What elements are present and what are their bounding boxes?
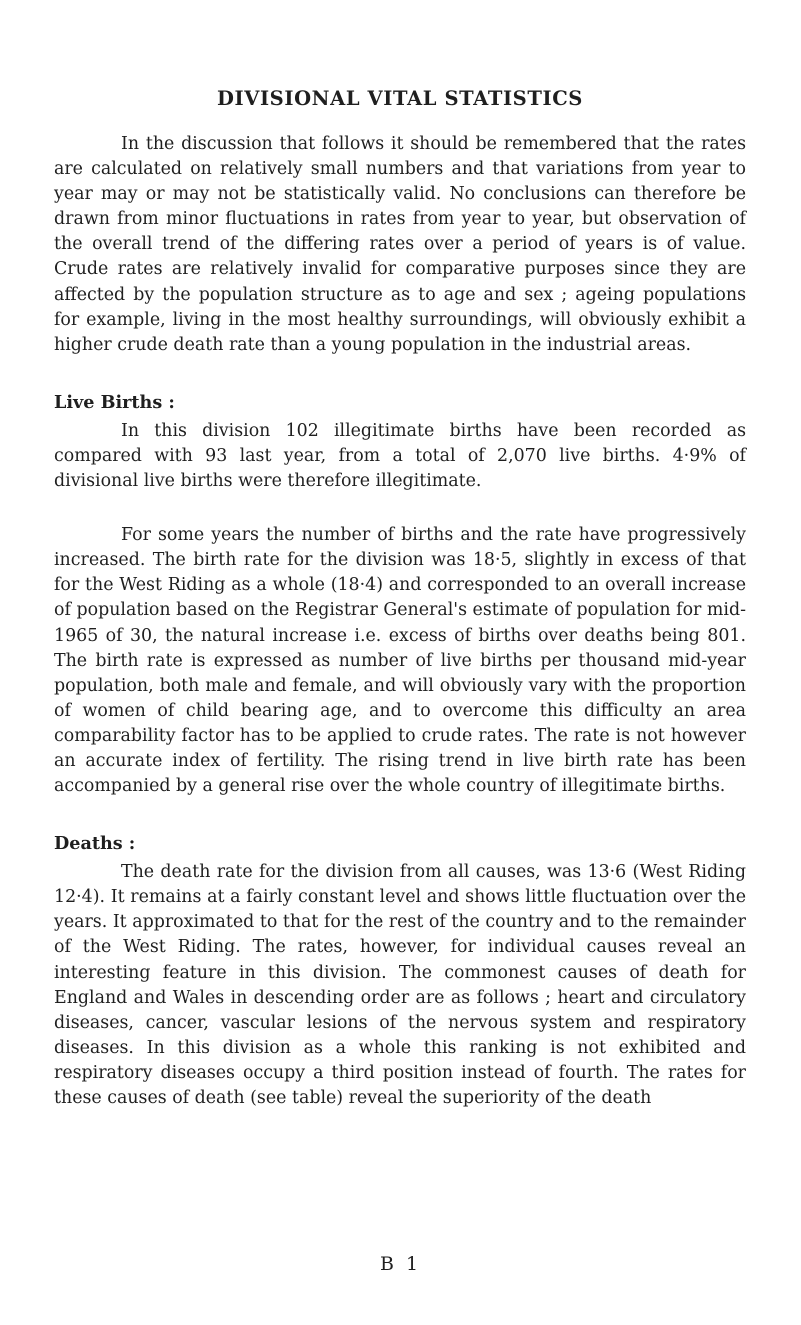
live-births-paragraph-2: For some years the number of births and the rate have progressively increased. The birth rate for the division was 18·5, slightly in excess of that for the West Riding as a whole (18·4) and corresponded to an overall increase of population based on the Registrar General's estimate of population for mid-1965 of 30, the natural increase i.e. excess of births over deaths being 801. The birth rate is expressed as number of live births per thousand mid-year population, both male and female, and will obviously vary with the proportion of women of child bearing age, and to overcome this difficulty an area comparability factor has to be applied to crude rates. The rate is not however an accurate index of fertility. The rising trend in live birth rate has been accompanied by a general rise over the whole country of illegitimate births. — [54, 525, 746, 797]
page-marker: B 1 — [379, 1253, 422, 1275]
deaths-section — [54, 832, 746, 1111]
page-title: DIVISIONAL VITAL STATISTICS — [217, 87, 583, 110]
deaths-paragraph-1: The death rate for the division from all causes, was 13·6 (West Riding 12·4). It remains at a fairly constant level and shows little fluctuation over the years. It approximated to that for the rest of the country and to the remainder of the West Riding. The rates, however, for individual causes reveal an interesting feature in this division. The commonest causes of death for England and Wales in descending order are as follows ; heart and circulatory diseases, cancer, vascular lesions of the nervous system and respiratory diseases. In this division as a whole this ranking is not exhibited and respiratory diseases occupy a third position instead of fourth. The rates for these causes of death (see table) reveal the superiority of the death — [54, 862, 746, 1108]
document-page — [54, 86, 746, 1111]
deaths-heading: Deaths : — [54, 833, 136, 855]
live-births-paragraph-1: In this division 102 illegitimate births have been recorded as compared with 93 last year, from a total of 2,070 live births. 4·9% of divisional live births were therefore illegitimate. — [54, 420, 746, 492]
intro-paragraph: In the discussion that follows it should be remembered that the rates are calculated on relatively small numbers and that variations from year to year may or may not be statistically valid. No conclusions can therefore be drawn from minor fluctuations in rates from year to year, but observation of the overall trend of the differing rates over a period of years is of value. Crude rates are relatively invalid for comparative purposes since they are affected by the population structure as to age and sex ; ageing populations for example, living in the most healthy surroundings, will obviously exhibit a higher crude death rate than a young population in the industrial areas. — [54, 134, 746, 355]
live-births-section — [54, 391, 746, 799]
live-births-heading: Live Births : — [54, 391, 175, 413]
